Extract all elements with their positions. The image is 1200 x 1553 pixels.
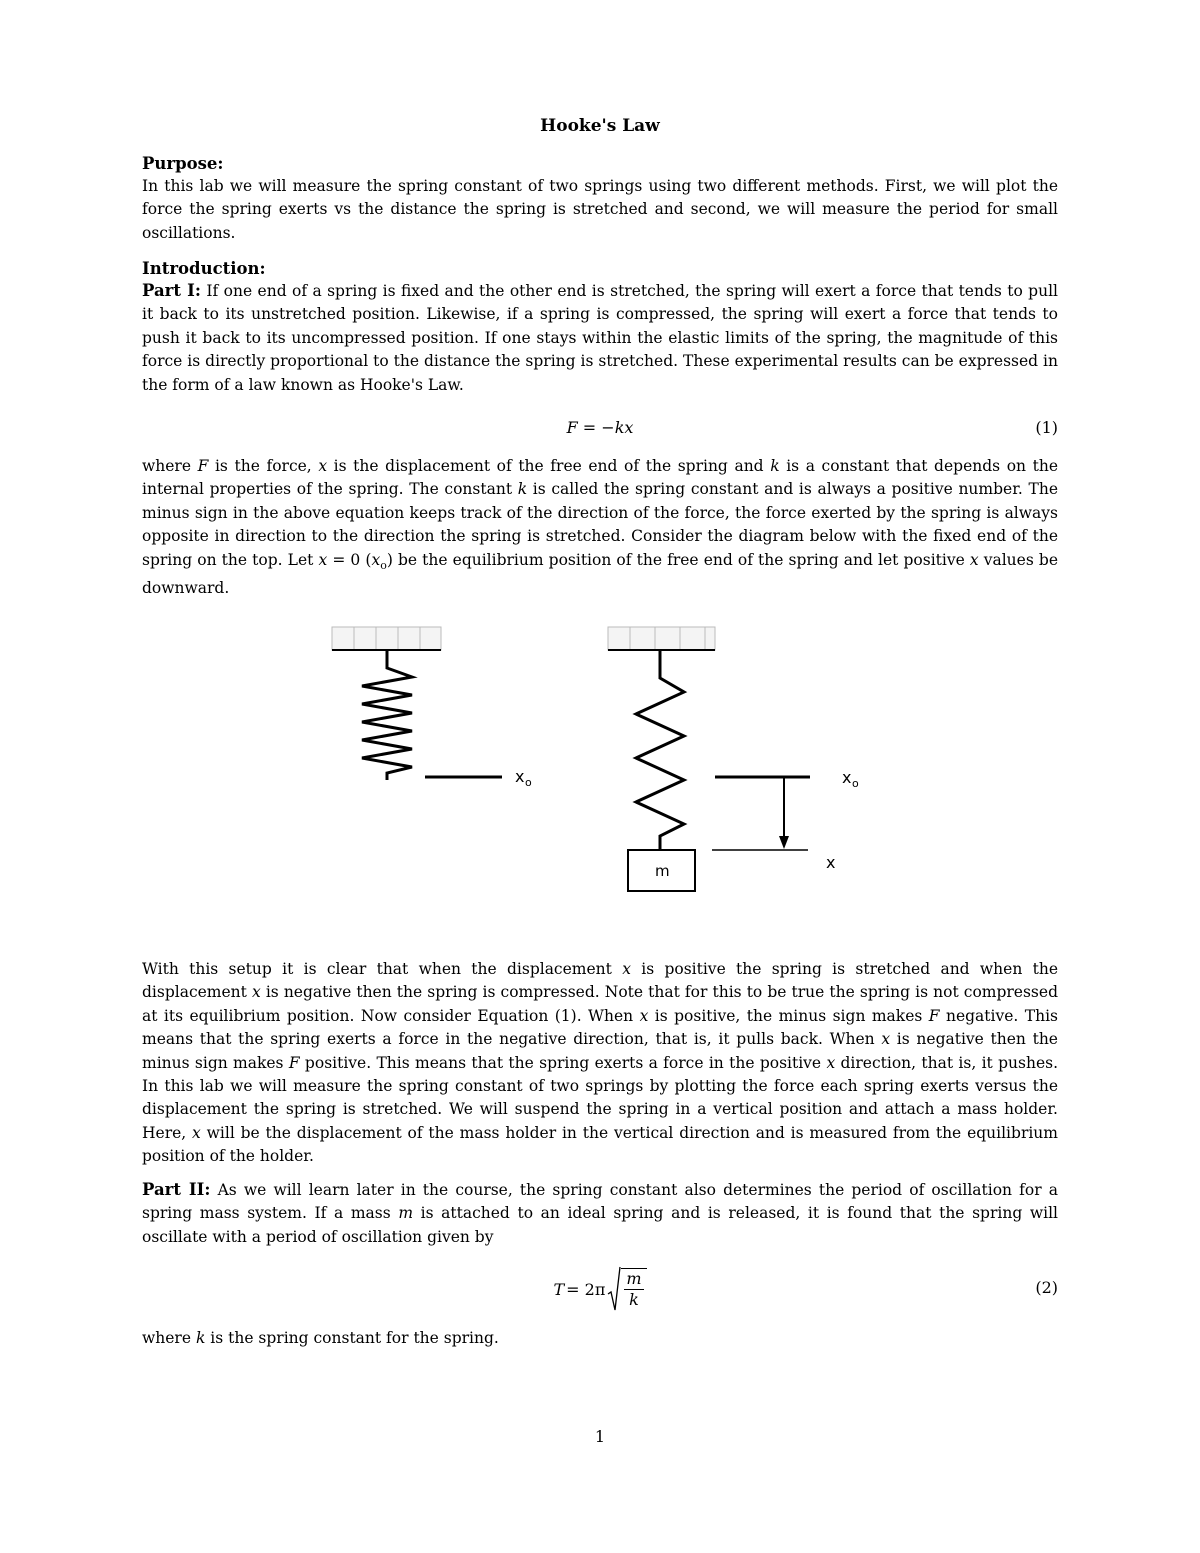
- left-x0-subscript: o: [525, 776, 532, 789]
- right-spring-stretched: [636, 650, 684, 850]
- diagram-explanation: [142, 958, 1058, 1169]
- var-m: m: [398, 1204, 414, 1223]
- text-run: will be the displacement of the mass holder in the vertical direction and is measured from the equilibrium position of the holder.: [142, 1123, 1058, 1166]
- page-title: Hooke's Law: [540, 116, 660, 136]
- var-x0-subscript: o: [380, 558, 387, 572]
- var-x: x: [318, 550, 328, 569]
- diagram-explanation-text: [142, 958, 1058, 1169]
- text-run: is attached to an ideal spring and is released, it is found that the spring will oscillate with a period of oscillation given by: [142, 1204, 1058, 1246]
- var-x: x: [318, 457, 328, 475]
- equation-2: [142, 1266, 1058, 1316]
- text-run: negative. This means that the spring exerts a force in the negative direction, that is, it pulls back. When: [142, 1006, 1059, 1049]
- var-F: F: [288, 1053, 300, 1072]
- left-spring-compressed: [362, 650, 412, 780]
- var-x0: x: [371, 550, 381, 569]
- var-k: k: [195, 1329, 206, 1347]
- page-number: 1: [594, 1427, 606, 1446]
- displacement-arrow-head: [779, 836, 789, 849]
- mass-label: m: [655, 862, 670, 880]
- equation-2-explanation: [142, 1327, 1058, 1350]
- text-run: is positive the spring is stretched and when the displacement: [142, 960, 1059, 1002]
- introduction-heading: Introduction:: [142, 259, 266, 278]
- equation-1-rhs: kx: [614, 418, 634, 437]
- text-run: is the spring constant for the spring.: [205, 1329, 499, 1347]
- part2-section: [142, 1178, 1058, 1249]
- text-run: direction, that is, it pushes. In this lab we will measure the spring constant of two springs by plotting the force each spring exerts versus the displacement the spring is stretched. We will suspend the spring in a vertical position and attach a mass holder. Here,: [142, 1053, 1058, 1142]
- text-run: is negative then the minus sign makes: [142, 1030, 1058, 1072]
- var-x: x: [881, 1030, 891, 1049]
- text-run: With this setup it is clear that when the displacement: [142, 960, 623, 978]
- text-run: = 0 (: [327, 550, 372, 569]
- right-ceiling: [608, 627, 715, 650]
- left-x0-label: x: [515, 767, 525, 786]
- fraction-numerator: m: [626, 1269, 642, 1288]
- var-x: x: [251, 983, 261, 1002]
- text-run: is the displacement of the free end of the spring and: [327, 457, 771, 475]
- text-run: where: [142, 1329, 196, 1347]
- text-run: ) be the equilibrium position of the free end of the spring and let positive: [386, 550, 970, 569]
- var-k: k: [770, 457, 780, 475]
- purpose-heading: Purpose:: [142, 154, 224, 173]
- right-x-label: x: [826, 853, 836, 872]
- part2-label: Part II:: [142, 1180, 211, 1199]
- text-run: positive. This means that the spring exerts a force in the positive: [299, 1053, 827, 1072]
- text-run: is positive, the minus sign makes: [648, 1006, 929, 1025]
- text-run: is the force,: [208, 457, 319, 475]
- part1-text: If one end of a spring is fixed and the other end is stretched, the spring will exert a force that tends to pull it back to its unstretched position. Likewise, if a spring is compressed, the spring will exert a force that tends to push it back to its uncompressed position. If one stays within the elastic limits of the spring, the magnitude of this force is directly proportional to the distance the spring is stretched. These experimental results can be expressed in the form of a law known as Hooke's Law.: [142, 282, 1059, 394]
- equation-2-body: [142, 1266, 1058, 1312]
- var-k: k: [517, 480, 528, 499]
- var-x: x: [639, 1006, 649, 1025]
- text-run: is a constant that depends on the internal properties of the spring. The constant: [142, 457, 1059, 499]
- part1-label: Part I:: [142, 281, 201, 300]
- var-x: x: [622, 960, 631, 978]
- var-F: F: [197, 457, 209, 475]
- left-ceiling: [332, 627, 441, 650]
- text-run: where: [142, 457, 198, 475]
- part2-paragraph: [142, 1178, 1058, 1249]
- fraction-denominator: k: [629, 1290, 639, 1309]
- right-x0-subscript: o: [852, 777, 859, 790]
- var-x: x: [192, 1123, 201, 1142]
- equation-2-explanation-text: [142, 1327, 1058, 1350]
- equation-2-number: (2): [1035, 1278, 1058, 1297]
- var-x: x: [969, 550, 979, 569]
- var-x: x: [826, 1053, 836, 1072]
- purpose-text: In this lab we will measure the spring constant of two springs using two different methods. First, we will plot the force the spring exerts vs the distance the spring is stretched and second, we will measure the period for small oscillations.: [142, 177, 1058, 242]
- text-run: is called the spring constant and is always a positive number. The minus sign in the above equation keeps track of the direction of the force, the force exerted by the spring is always opposite in direction to the direction the spring is stretched. Consider the diagram below with the fixed end of the spring on the top. Let: [142, 480, 1058, 569]
- equation-1-lhs: F: [566, 418, 578, 437]
- text-run: is negative then the spring is compressed. Note that for this to be true the spring is not compressed at its equilibrium position. Now consider Equation (1). When: [142, 983, 1058, 1025]
- var-F: F: [928, 1006, 940, 1025]
- equation-2-lhs: T: [553, 1279, 565, 1299]
- equation-2-expression: [553, 1266, 646, 1312]
- text-run: As we will learn later in the course, the spring constant also determines the period of oscillation for a spring mass system. If a mass: [142, 1181, 1058, 1223]
- equation-1-equals: = −: [577, 418, 615, 437]
- sqrt-sign: [607, 1266, 621, 1312]
- right-x0-label: x: [842, 768, 852, 787]
- equation-2-equals: = 2π: [566, 1279, 606, 1299]
- sqrt-radicand: [621, 1268, 646, 1310]
- text-run: values be downward.: [142, 550, 1058, 598]
- equation-1-number: (1): [1035, 418, 1058, 437]
